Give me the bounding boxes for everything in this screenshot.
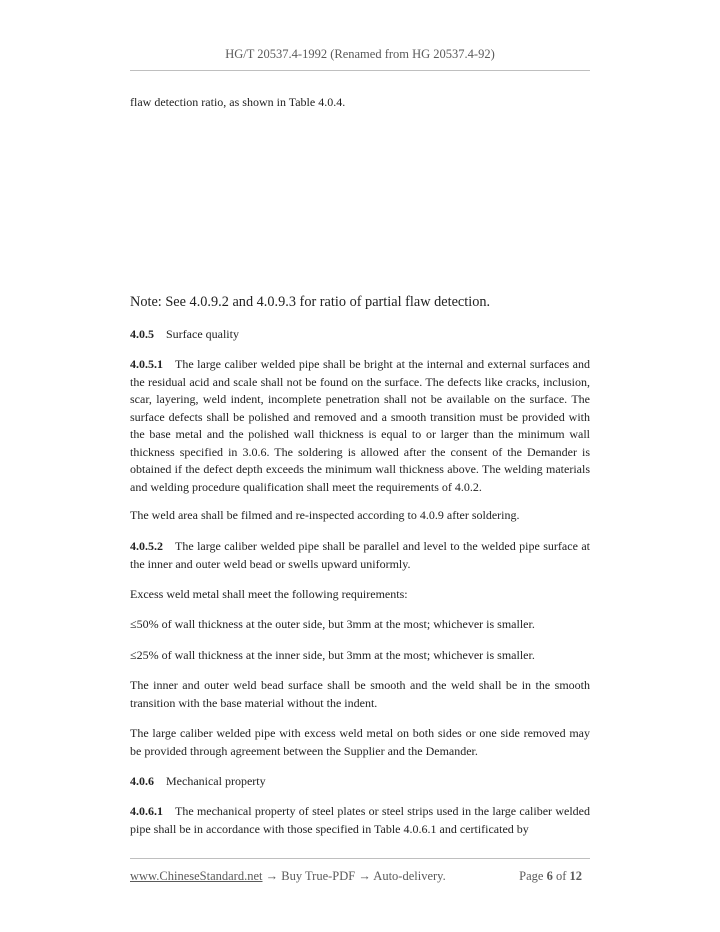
requirement-outer: ≤50% of wall thickness at the outer side, but 3mm at the most; whichever is smaller. [130, 617, 535, 631]
section-title: Surface quality [166, 327, 239, 341]
clause-text: The large caliber welded pipe shall be parallel and level to the welded pipe surface at the inner and outer weld bead or swells upward uniformly. [130, 539, 590, 571]
weld-refilm-paragraph: The weld area shall be filmed and re-inspected according to 4.0.9 after soldering. [130, 508, 520, 522]
header-divider [130, 70, 590, 71]
page-word: Page [519, 869, 544, 883]
page-indicator [519, 869, 582, 884]
clause-number: 4.0.5.2 [130, 539, 163, 553]
paragraph-4-0-5-1 [130, 356, 590, 496]
intro-line: flaw detection ratio, as shown in Table 4.0.4. [130, 95, 346, 109]
smooth-transition-paragraph: The inner and outer weld bead surface shall be smooth and the weld shall be in the smooth transition with the base material without the indent. [130, 678, 590, 710]
table-note: Note: See 4.0.9.2 and 4.0.9.3 for ratio of partial flaw detection. [130, 294, 491, 310]
clause-text: The large caliber welded pipe shall be bright at the internal and external surfaces and the residual acid and scale shall not be found on the surface. The defects like cracks, inclusion, scar, layering, weld indent, incomplete penetration shall not be available on the surface. The surface defects shall be polished and removed and a smooth transition must be provided with the base metal and the polished wall thickness is equal to or larger than the minimum wall thickness specified in 3.0.6. The soldering is allowed after the consent of the Demander is obtained if the defect depth exceeds the minimum wall thickness above. The welding materials and welding procedure qualification shall meet the requirements of 4.0.2. [130, 357, 590, 494]
removal-agreement-paragraph: The large caliber welded pipe with excess weld metal on both sides or one side removed may be provided through agreement between the Supplier and the Demander. [130, 726, 590, 758]
requirement-inner: ≤25% of wall thickness at the inner side, but 3mm at the most; whichever is smaller. [130, 648, 535, 662]
page-number: 6 [546, 869, 553, 883]
footer-divider [130, 858, 590, 859]
footer-promo [130, 869, 446, 884]
section-title: Mechanical property [166, 774, 266, 788]
promo-text: → Buy True-PDF → Auto-delivery. [262, 869, 446, 883]
clause-number: 4.0.6.1 [130, 804, 163, 818]
section-number: 4.0.6 [130, 774, 154, 788]
section-number: 4.0.5 [130, 327, 154, 341]
of-word: of [555, 869, 567, 883]
site-link[interactable]: www.ChineseStandard.net [130, 869, 263, 883]
paragraph-4-0-5-2 [130, 538, 590, 573]
excess-weld-intro: Excess weld metal shall meet the following requirements: [130, 587, 408, 601]
clause-text: The mechanical property of steel plates or steel strips used in the large caliber welded pipe shall be in accordance with those specified in Table 4.0.6.1 and certificated by [130, 804, 590, 836]
clause-number: 4.0.5.1 [130, 357, 163, 371]
section-4-0-5-heading [130, 326, 590, 344]
page-header: HG/T 20537.4-1992 (Renamed from HG 20537.4-92) [225, 47, 495, 61]
page-total: 12 [569, 869, 582, 883]
paragraph-4-0-6-1 [130, 803, 590, 838]
section-4-0-6-heading [130, 773, 590, 791]
